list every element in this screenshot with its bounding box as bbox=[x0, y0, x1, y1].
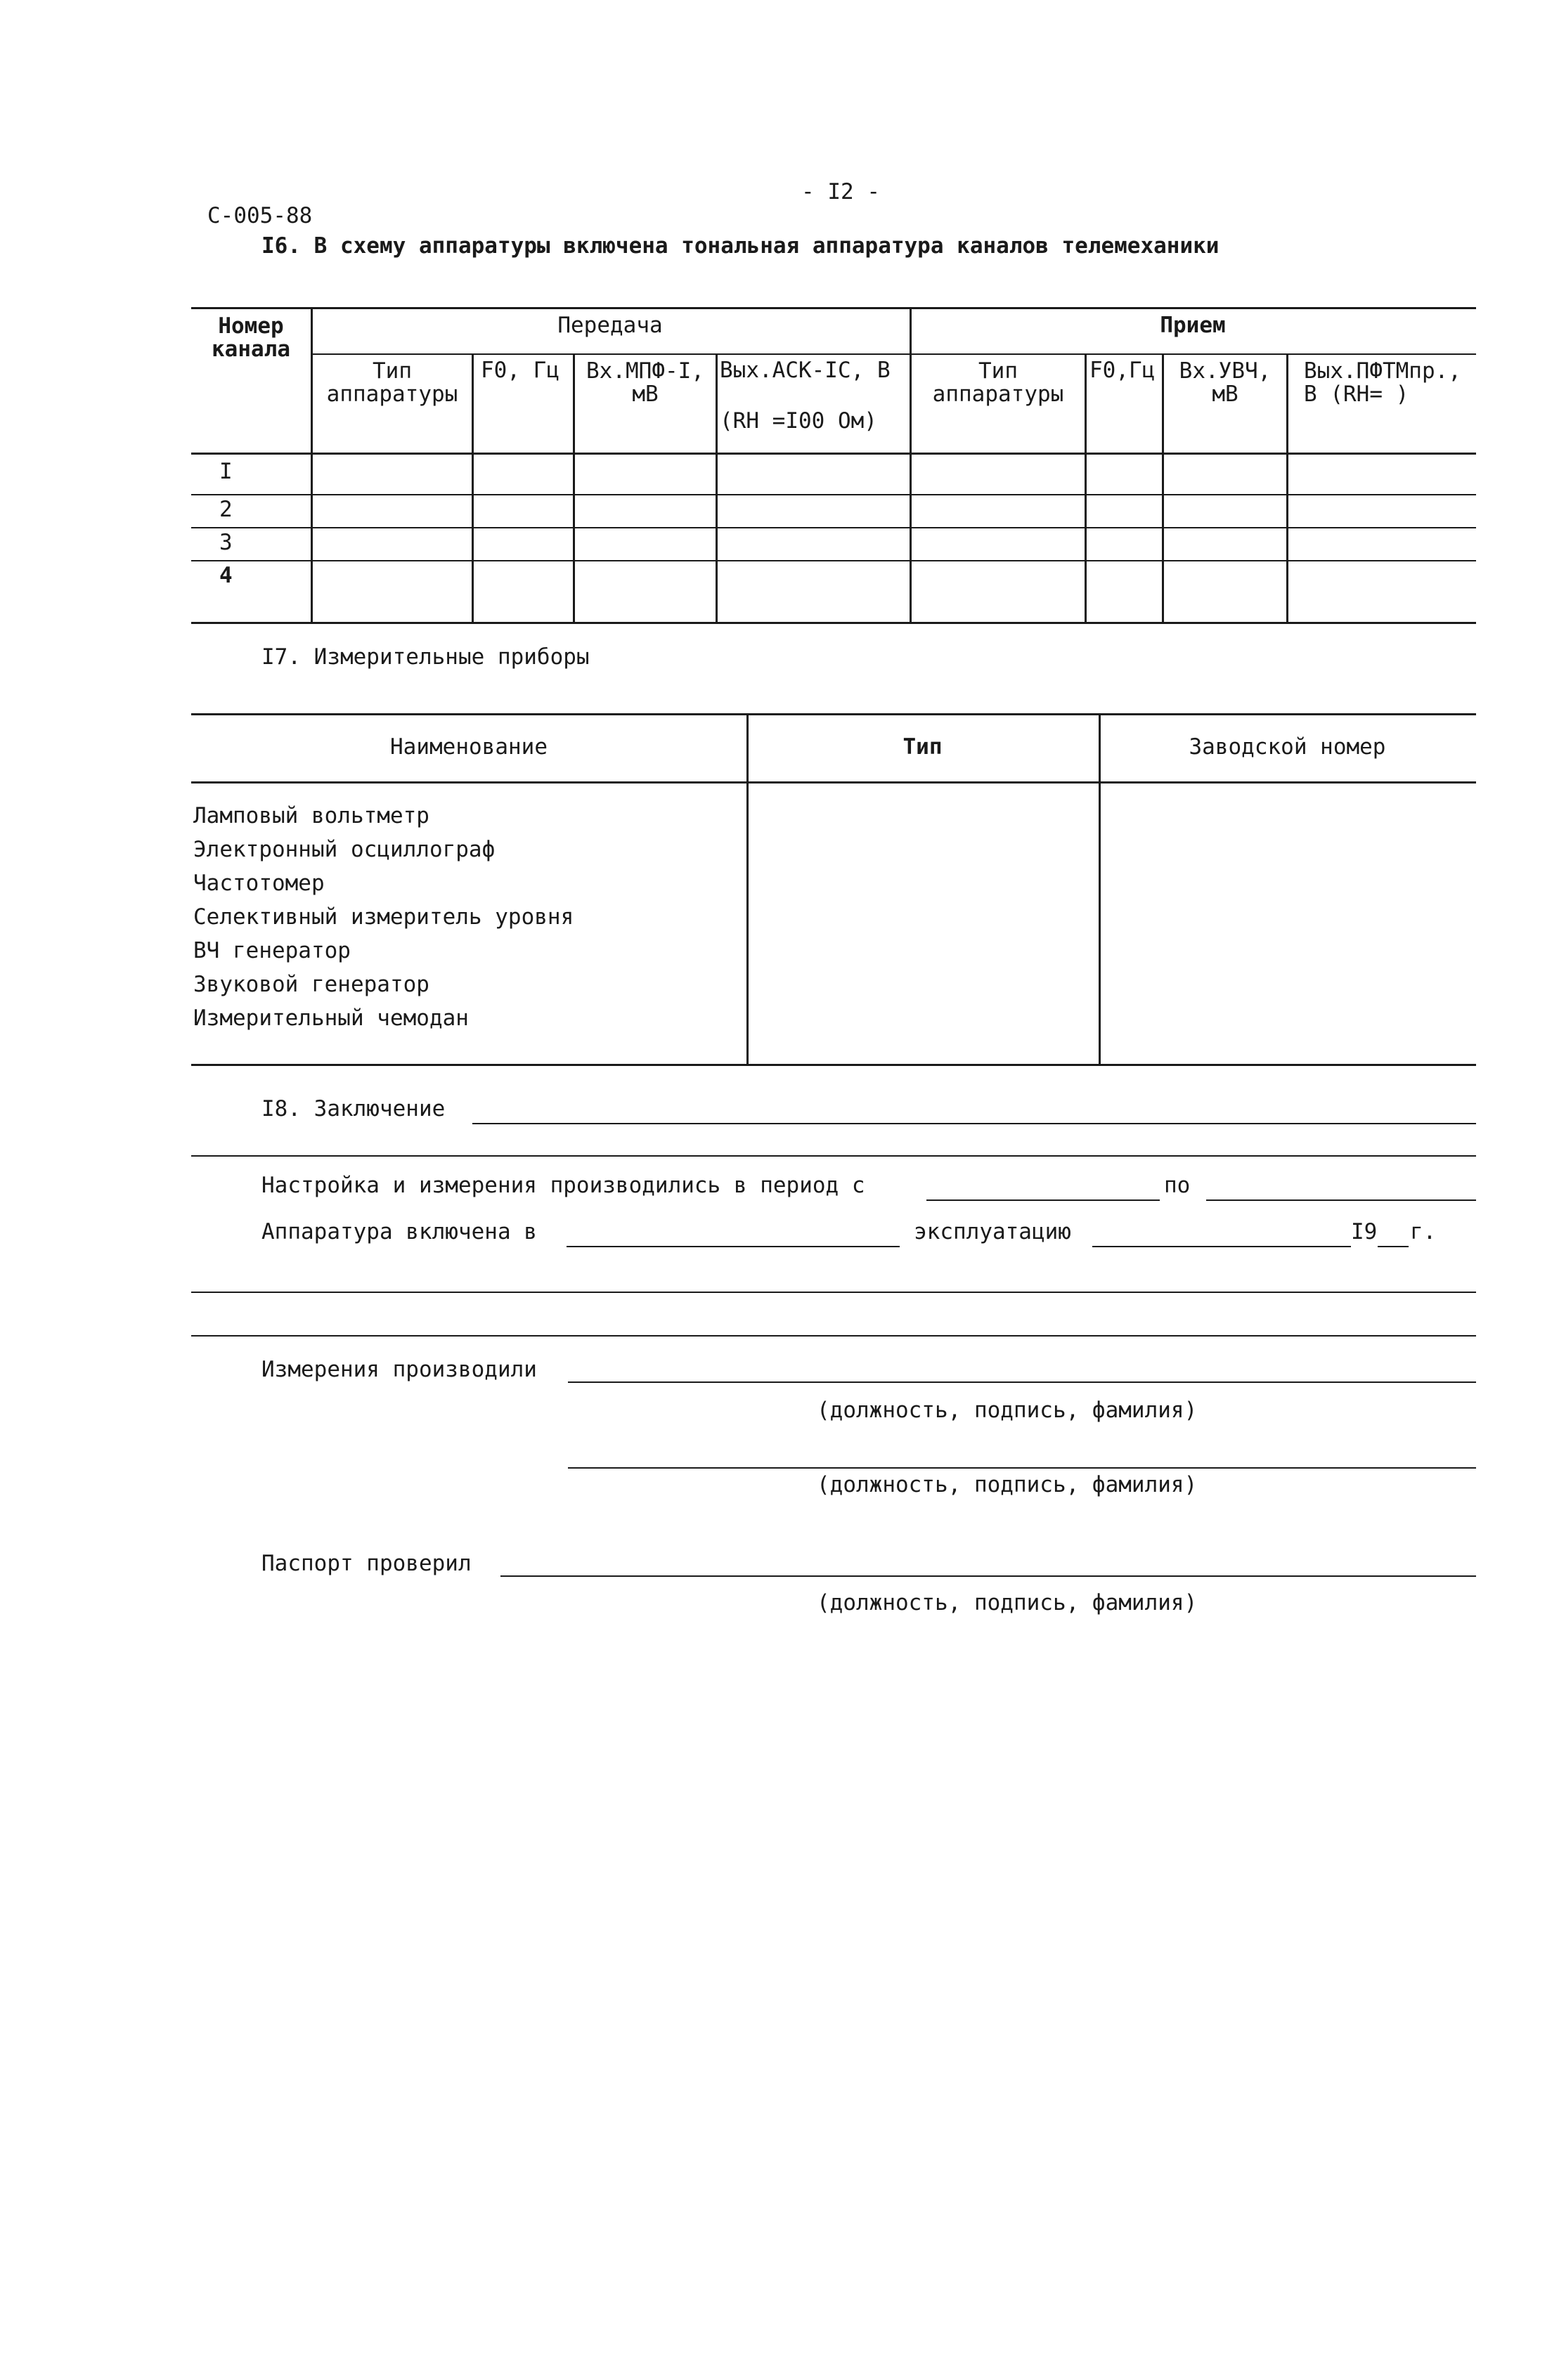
rx-col-type: Тип аппаратуры bbox=[932, 358, 1064, 407]
tx-col-type: Тип аппаратуры bbox=[326, 358, 458, 407]
section-16-title: I6. В схему аппаратуры включена тональная аппаратура каналов телемеханики bbox=[261, 233, 1220, 259]
tx-col-mpf: Вх.МПФ-I, мВ bbox=[586, 358, 704, 407]
table-row-4: 4 bbox=[219, 563, 233, 588]
group-receive: Прием bbox=[1160, 313, 1226, 338]
tx-col-ask-load: (RН =I00 Ом) bbox=[720, 408, 877, 434]
list-item: Частотомер bbox=[193, 871, 325, 896]
list-item: Селективный измеритель уровня bbox=[193, 904, 574, 930]
section-18-title: I8. Заключение bbox=[261, 1096, 446, 1121]
year-prefix: I9 bbox=[1351, 1219, 1378, 1244]
col-channel-number: Номер канала bbox=[212, 313, 290, 362]
year-field[interactable] bbox=[1378, 1246, 1409, 1247]
list-item: Измерительный чемодан bbox=[193, 1006, 469, 1031]
tx-col-ask: Вых.АСК-IС, В bbox=[720, 358, 891, 383]
measured-by-signature-line[interactable] bbox=[568, 1381, 1476, 1383]
rx-col-uvch: Вх.УВЧ, мВ bbox=[1179, 358, 1272, 407]
passport-checked-label: Паспорт проверил bbox=[261, 1551, 472, 1576]
document-code: С-005-88 bbox=[207, 203, 313, 228]
rx-col-f0: F0,Гц bbox=[1089, 358, 1156, 383]
blank-line-2[interactable] bbox=[191, 1335, 1476, 1337]
tx-col-f0: F0, Гц bbox=[481, 358, 559, 383]
conclusion-line-2[interactable] bbox=[191, 1155, 1476, 1157]
year-suffix: г. bbox=[1410, 1219, 1437, 1244]
rx-col-pftm: Вых.ПФТМпр., В (RН= ) bbox=[1304, 358, 1461, 407]
period-to-field[interactable] bbox=[1206, 1199, 1476, 1201]
table-row-1: I bbox=[219, 459, 233, 484]
conclusion-line[interactable] bbox=[472, 1123, 1476, 1124]
list-item: Звуковой генератор bbox=[193, 972, 429, 997]
section-17-title: I7. Измерительные приборы bbox=[261, 644, 590, 670]
list-item: ВЧ генератор bbox=[193, 938, 351, 963]
col-serial-number: Заводской номер bbox=[1189, 734, 1386, 760]
commissioned-field[interactable] bbox=[567, 1246, 900, 1247]
col-type: Тип bbox=[903, 734, 943, 760]
passport-checked-signature-line[interactable] bbox=[500, 1575, 1476, 1577]
commissioned-label: Аппаратура включена в bbox=[261, 1219, 537, 1244]
group-transmit: Передача bbox=[557, 313, 663, 338]
measured-by-label: Измерения производили bbox=[261, 1357, 537, 1382]
signature-caption: (должность, подпись, фамилия) bbox=[817, 1398, 1198, 1423]
signature-caption: (должность, подпись, фамилия) bbox=[817, 1472, 1198, 1497]
list-item: Электронный осциллограф bbox=[193, 837, 496, 862]
page-number: - I2 - bbox=[801, 179, 880, 204]
blank-line-1[interactable] bbox=[191, 1292, 1476, 1293]
exploitation-date-field[interactable] bbox=[1092, 1246, 1351, 1247]
period-from-field[interactable] bbox=[926, 1199, 1160, 1201]
signature-caption: (должность, подпись, фамилия) bbox=[817, 1590, 1198, 1615]
exploitation-label: эксплуатацию bbox=[914, 1219, 1071, 1244]
period-label: Настройка и измерения производились в период с bbox=[261, 1173, 865, 1198]
table-row-2: 2 bbox=[219, 497, 233, 522]
col-name: Наименование bbox=[390, 734, 548, 760]
table-row-3: 3 bbox=[219, 530, 233, 555]
list-item: Ламповый вольтметр bbox=[193, 803, 429, 828]
second-signature-line[interactable] bbox=[568, 1467, 1476, 1469]
period-to-label: по bbox=[1164, 1173, 1191, 1198]
